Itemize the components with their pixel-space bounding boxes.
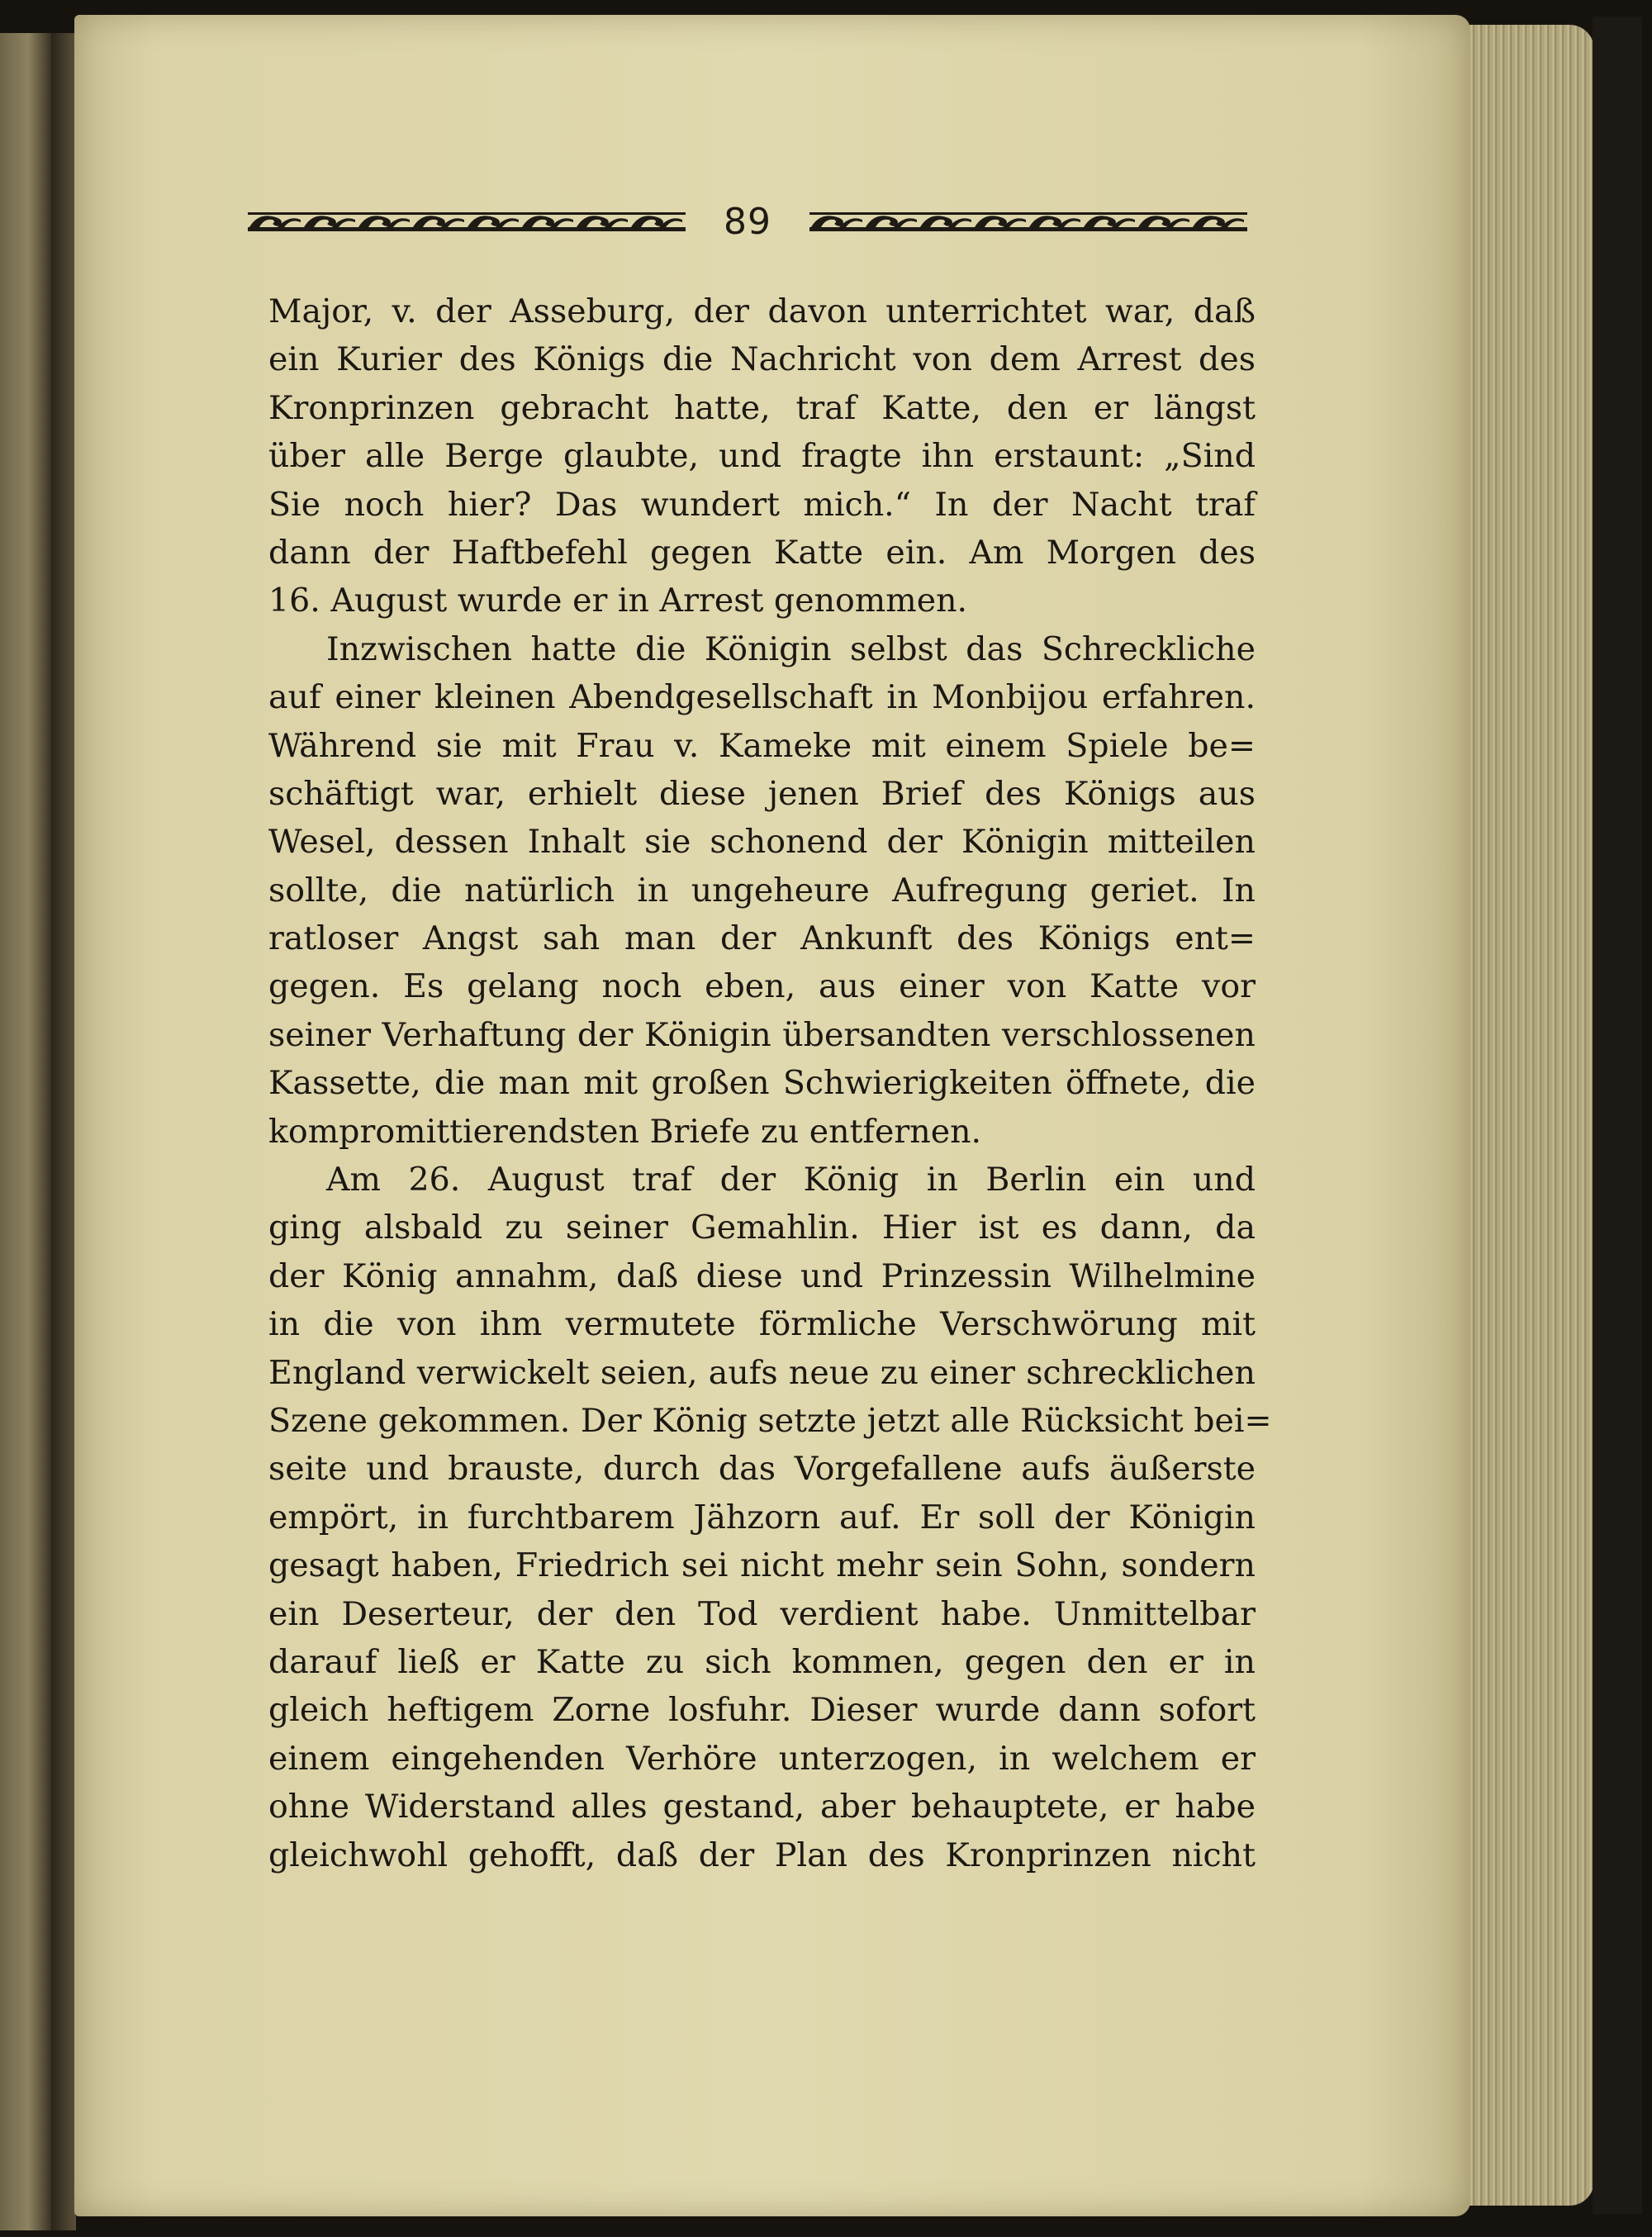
text-line: Major, v. der Asseburg, der davon unterrichtet war, daß <box>268 292 1256 330</box>
text-line: über alle Berge glaubte, und fragte ihn erstaunt: „Sind <box>268 437 1256 476</box>
text-line: schäftigt war, erhielt diese jenen Brief des Königs aus <box>268 774 1256 813</box>
text-line: ging alsbald zu seiner Gemahlin. Hier ist es dann, da <box>268 1209 1256 1247</box>
text-line: sollte, die natürlich in ungeheure Aufregung geriet. In <box>268 871 1256 910</box>
book-gutter <box>51 33 76 2230</box>
stacked-page-edges <box>1454 25 1594 2206</box>
text-line: ohne Widerstand alles gestand, aber behauptete, er habe <box>268 1788 1256 1826</box>
text-line: Wesel, dessen Inhalt sie schonend der Königin mitteilen <box>268 823 1256 862</box>
text-line: Am 26. August traf der König in Berlin ein und <box>326 1161 1256 1199</box>
text-line: ratloser Angst sah man der Ankunft des Königs ent= <box>268 919 1256 958</box>
text-line: England verwickelt seien, aufs neue zu einer schrecklichen <box>268 1353 1256 1392</box>
text-line: ein Kurier des Königs die Nachricht von dem Arrest des <box>268 340 1256 379</box>
text-line: Inzwischen hatte die Königin selbst das Schreckliche <box>326 629 1256 668</box>
text-line: Kassette, die man mit großen Schwierigkeiten öffnete, die <box>268 1064 1256 1103</box>
text-line: gesagt haben, Friedrich sei nicht mehr sein Sohn, sondern <box>268 1546 1256 1585</box>
text-line: ein Deserteur, der den Tod verdient habe. Unmittelbar <box>268 1594 1256 1633</box>
text-line: auf einer kleinen Abendgesellschaft in Monbijou erfahren. <box>268 678 1256 717</box>
text-line: Szene gekommen. Der König setzte jetzt alle Rücksicht bei= <box>268 1401 1272 1440</box>
text-line: empört, in furchtbarem Jähzorn auf. Er soll der Königin <box>268 1498 1256 1536</box>
text-line: der König annahm, daß diese und Prinzessin Wilhelmine <box>268 1256 1256 1295</box>
text-line: in die von ihm vermutete förmliche Verschwörung mit <box>268 1305 1256 1344</box>
text-line: darauf ließ er Katte zu sich kommen, gegen den er in <box>268 1642 1256 1681</box>
text-line: Sie noch hier? Das wundert mich.“ In der Nacht traf <box>268 485 1256 524</box>
page-number: 89 <box>724 200 771 243</box>
text-line: 16. August wurde er in Arrest genommen. <box>268 582 968 620</box>
book-cover-edge <box>1593 17 1642 2214</box>
body-text <box>268 287 1272 1879</box>
text-line: Während sie mit Frau v. Kameke mit einem Spiele be= <box>268 726 1256 765</box>
text-line: einem eingehenden Verhöre unterzogen, in welchem er <box>268 1739 1256 1778</box>
text-line: seiner Verhaftung der Königin übersandten verschlossenen <box>268 1015 1256 1054</box>
previous-page-edge <box>0 33 51 2230</box>
scroll-wave-ornament-icon <box>248 210 686 233</box>
text-line: Kronprinzen gebracht hatte, traf Katte, den er längst <box>268 388 1256 427</box>
text-line: dann der Haftbefehl gegen Katte ein. Am Morgen des <box>268 533 1256 572</box>
text-line: kompromittierendsten Briefe zu entfernen. <box>268 1112 982 1151</box>
text-line: gleichwohl gehofft, daß der Plan des Kronprinzen nicht <box>268 1836 1256 1874</box>
running-header <box>248 197 1247 246</box>
text-line: gegen. Es gelang noch eben, aus einer von Katte vor <box>268 967 1256 1006</box>
scroll-wave-ornament-icon <box>809 210 1247 233</box>
text-line: gleich heftigem Zorne losfuhr. Dieser wurde dann sofort <box>268 1691 1256 1730</box>
text-line: seite und brauste, durch das Vorgefallene aufs äußerste <box>268 1450 1256 1489</box>
